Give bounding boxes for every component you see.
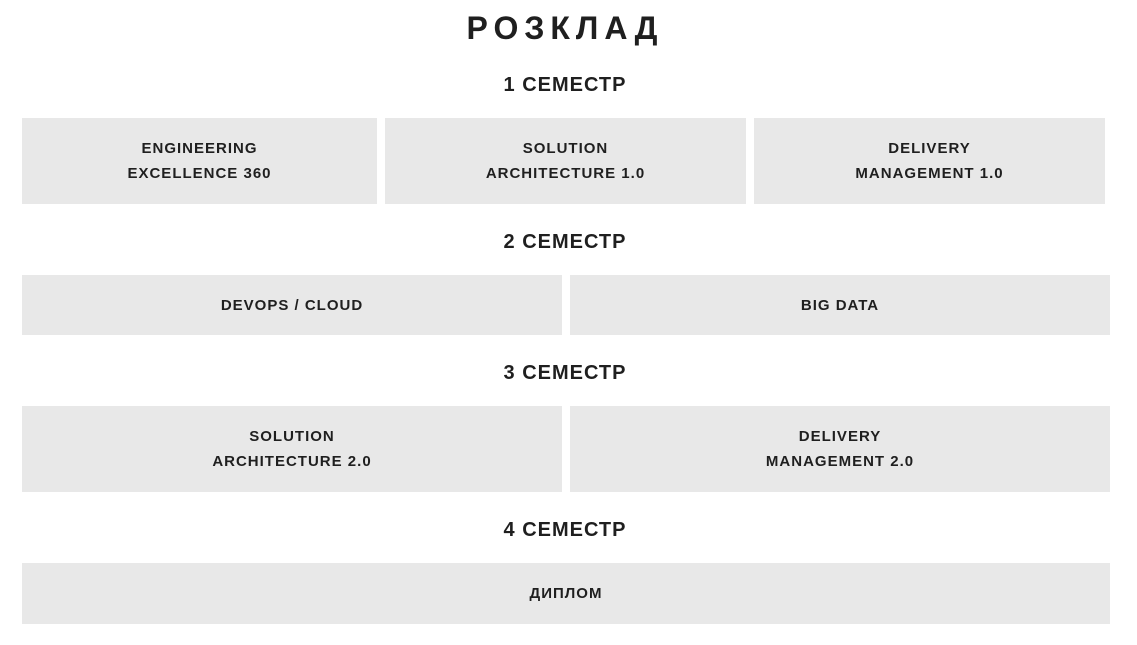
course-label: DEVOPS / CLOUD [220,296,364,314]
semester-1-courses [22,118,1105,204]
course-label: DELIVERY MANAGEMENT 1.0 [855,140,1004,182]
course-label: BIG DATA [800,296,880,314]
page-title: РОЗКЛАД [466,10,664,46]
semester-1-title: 1 СЕМЕСТР [503,74,627,96]
semester-4-courses [22,563,1110,624]
semester-2-title: 2 СЕМЕСТР [503,231,627,253]
course-label: SOLUTION ARCHITECTURE 2.0 [212,428,372,470]
course-card-diploma[interactable] [22,563,1110,624]
semester-2-courses [22,275,1110,335]
course-card-delivery-management-1[interactable] [754,118,1105,204]
course-card-big-data[interactable] [570,275,1110,335]
course-label: SOLUTION ARCHITECTURE 1.0 [485,140,646,182]
course-label: ENGINEERING EXCELLENCE 360 [127,140,272,182]
course-card-devops-cloud[interactable] [22,275,562,335]
semester-3-courses [22,406,1110,492]
course-label: DELIVERY MANAGEMENT 2.0 [765,428,915,470]
course-card-solution-architecture-2[interactable] [22,406,562,492]
course-card-solution-architecture-1[interactable] [385,118,746,204]
semester-4-title: 4 СЕМЕСТР [503,519,627,541]
semester-3-title: 3 СЕМЕСТР [503,362,627,384]
course-card-delivery-management-2[interactable] [570,406,1110,492]
course-label: ДИПЛОМ [529,585,603,602]
course-card-engineering-excellence[interactable] [22,118,377,204]
